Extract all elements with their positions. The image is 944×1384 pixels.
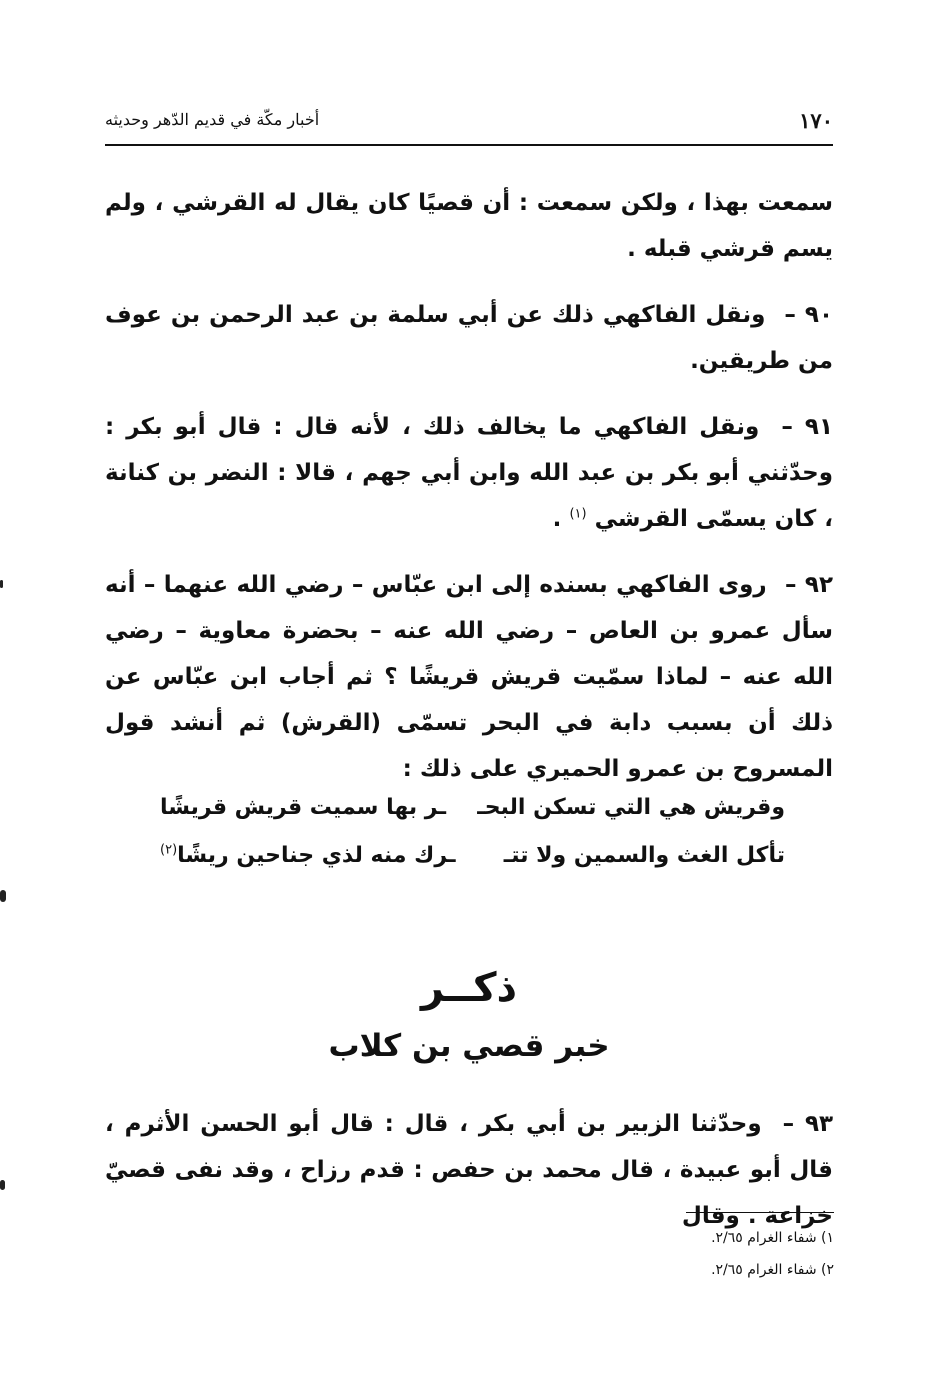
verse-second-hemistich (160, 784, 446, 832)
paragraph-text: ونقل الفاكهي ما يخالف ذلك ، لأنه قال : قال أبو بكر : وحدّثني أبو بكر بن عبد الله وابن أبي جهم ، قالا : النضر بن كنانة ، كان يسمّى القرشي (105, 414, 833, 532)
footnote-item: ٢) شفاء الغرام ٢/٦٥. (711, 1262, 834, 1278)
footnote-rule (686, 1212, 834, 1213)
paragraph-number: ٩٠ – (784, 302, 833, 328)
paragraph-number: ٩٢ – (785, 572, 833, 598)
paragraph-text: روى الفاكهي بسنده إلى ابن عبّاس – رضي الله عنهما – أنه سأل عمرو بن العاص – رضي الله عنه – بحضرة معاوية – رضي الله عنه – لماذا سمّيت قريش قريشًا ؟ ثم أجاب ابن عبّاس عن ذلك أن بسبب دابة في البحر تسمّى (القرش) ثم أنشد قول المسروح بن عمرو الحميري على ذلك : (105, 572, 833, 782)
poem-verse (160, 832, 785, 880)
main-text (105, 180, 833, 812)
verse-first-hemistich: تأكل الغث والسمين ولا تتـ (503, 843, 785, 868)
verse-second-text: ـر بها سميت قريش قريشًا (160, 795, 446, 820)
running-title: أخبار مكّة في قديم الدّهر وحديثه (105, 110, 320, 129)
paragraph-93 (105, 1101, 833, 1239)
scan-edge-mark (0, 1180, 5, 1190)
paragraph-number: ٩٣ – (782, 1111, 834, 1137)
poem (160, 784, 785, 880)
paragraph-continuation (105, 180, 833, 272)
paragraph-text: سمعت بهذا ، ولكن سمعت : أن قصيًا كان يقال له القرشي ، ولم يسم قرشي قبله . (105, 190, 833, 262)
verse-second-hemistich (160, 832, 456, 880)
verse-second-text: ـرك منه لذي جناحين ريشًا (177, 843, 456, 868)
section-title: خبر قصي بن كلاب (328, 1028, 610, 1064)
verse-first-hemistich: وقريش هي التي تسكن البحـ (477, 795, 785, 820)
paragraph-number: ٩١ – (781, 414, 833, 440)
page-number: ١٧٠ (799, 108, 833, 133)
footnotes (600, 1222, 834, 1286)
scan-edge-mark (0, 890, 6, 902)
paragraph-91 (105, 404, 833, 542)
page-header (105, 108, 833, 138)
footnote-reference[interactable]: (٢) (160, 842, 178, 858)
paragraph-90 (105, 292, 833, 384)
section-heading (105, 960, 833, 1070)
footnote-reference[interactable]: (١) (569, 506, 587, 522)
paragraph-92 (105, 562, 833, 792)
poem-verse (160, 784, 785, 832)
paragraph-tail: . (552, 506, 562, 532)
footnote-item: ١) شفاء الغرام ٢/٦٥. (711, 1230, 834, 1246)
section-kicker: ذكــر (420, 965, 517, 1011)
paragraph-text: ونقل الفاكهي ذلك عن أبي سلمة بن عبد الرحمن بن عوف من طريقين. (105, 302, 833, 374)
paragraph-text: وحدّثنا الزبير بن أبي بكر ، قال : قال أبو الحسن الأثرم ، قال أبو عبيدة ، قال محمد بن حفص : قدم رزاح ، وقد نفى قصيّ خزاعة . وقال (105, 1111, 833, 1229)
scan-edge-mark (0, 580, 3, 588)
header-rule (105, 144, 833, 146)
